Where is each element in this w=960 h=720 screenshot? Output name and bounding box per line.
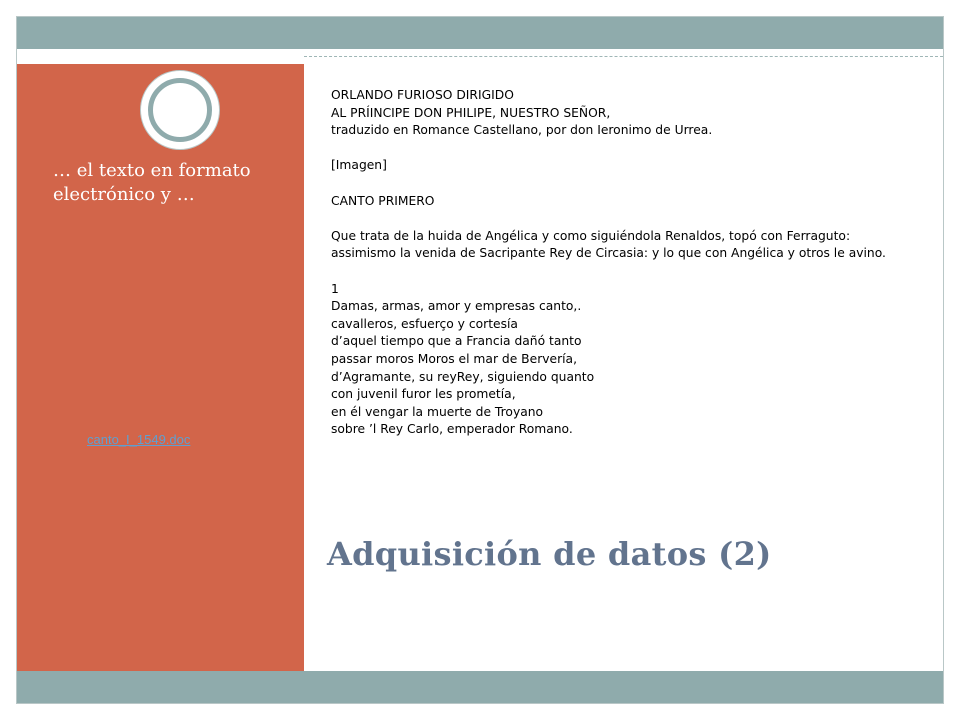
circle-badge-ring bbox=[148, 78, 212, 142]
subtitle: … el texto en formato electrónico y … bbox=[53, 160, 251, 205]
text-line: sobre ’l Rey Carlo, emperador Romano. bbox=[331, 422, 573, 437]
text-line bbox=[331, 175, 911, 193]
text-line bbox=[331, 210, 911, 228]
slide-title: Adquisición de datos (2) bbox=[327, 535, 772, 573]
text-line: CANTO PRIMERO bbox=[331, 193, 435, 208]
text-line: con juvenil furor les prometía, bbox=[331, 387, 516, 402]
text-line: Damas, armas, amor y empresas canto,. bbox=[331, 299, 582, 314]
text-line: AL PRÍINCIPE DON PHILIPE, NUESTRO SEÑOR, bbox=[331, 105, 611, 120]
text-line bbox=[331, 140, 911, 158]
text-line: traduzido en Romance Castellano, por don Ieronimo de Urrea. bbox=[331, 123, 713, 138]
text-line: d’aquel tiempo que a Francia dañó tanto bbox=[331, 334, 582, 349]
text-line: [Imagen] bbox=[331, 158, 387, 173]
text-line bbox=[331, 263, 911, 281]
text-content bbox=[331, 87, 911, 439]
text-line: 1 bbox=[331, 281, 339, 296]
text-line: passar moros Moros el mar de Bervería, bbox=[331, 351, 578, 366]
text-line: d’Agramante, su reyRey, siguiendo quanto bbox=[331, 369, 595, 384]
text-line: ORLANDO FURIOSO DIRIGIDO bbox=[331, 88, 514, 102]
text-line: cavalleros, esfuerço y cortesía bbox=[331, 316, 518, 331]
slide bbox=[16, 16, 944, 704]
bottom-band bbox=[17, 671, 943, 703]
text-line: en él vengar la muerte de Troyano bbox=[331, 404, 544, 419]
circle-badge-icon bbox=[140, 70, 220, 150]
doc-file-link[interactable]: canto_I_1549.doc bbox=[87, 432, 191, 447]
left-panel bbox=[17, 64, 304, 672]
divider-line bbox=[304, 56, 943, 57]
text-line: Que trata de la huida de Angélica y como siguiéndola Renaldos, topó con Ferraguto: assimismo la venida de Sacripante Rey de Circasia: y lo que con Angélica y otros le avino. bbox=[331, 228, 886, 261]
top-band bbox=[17, 17, 943, 49]
